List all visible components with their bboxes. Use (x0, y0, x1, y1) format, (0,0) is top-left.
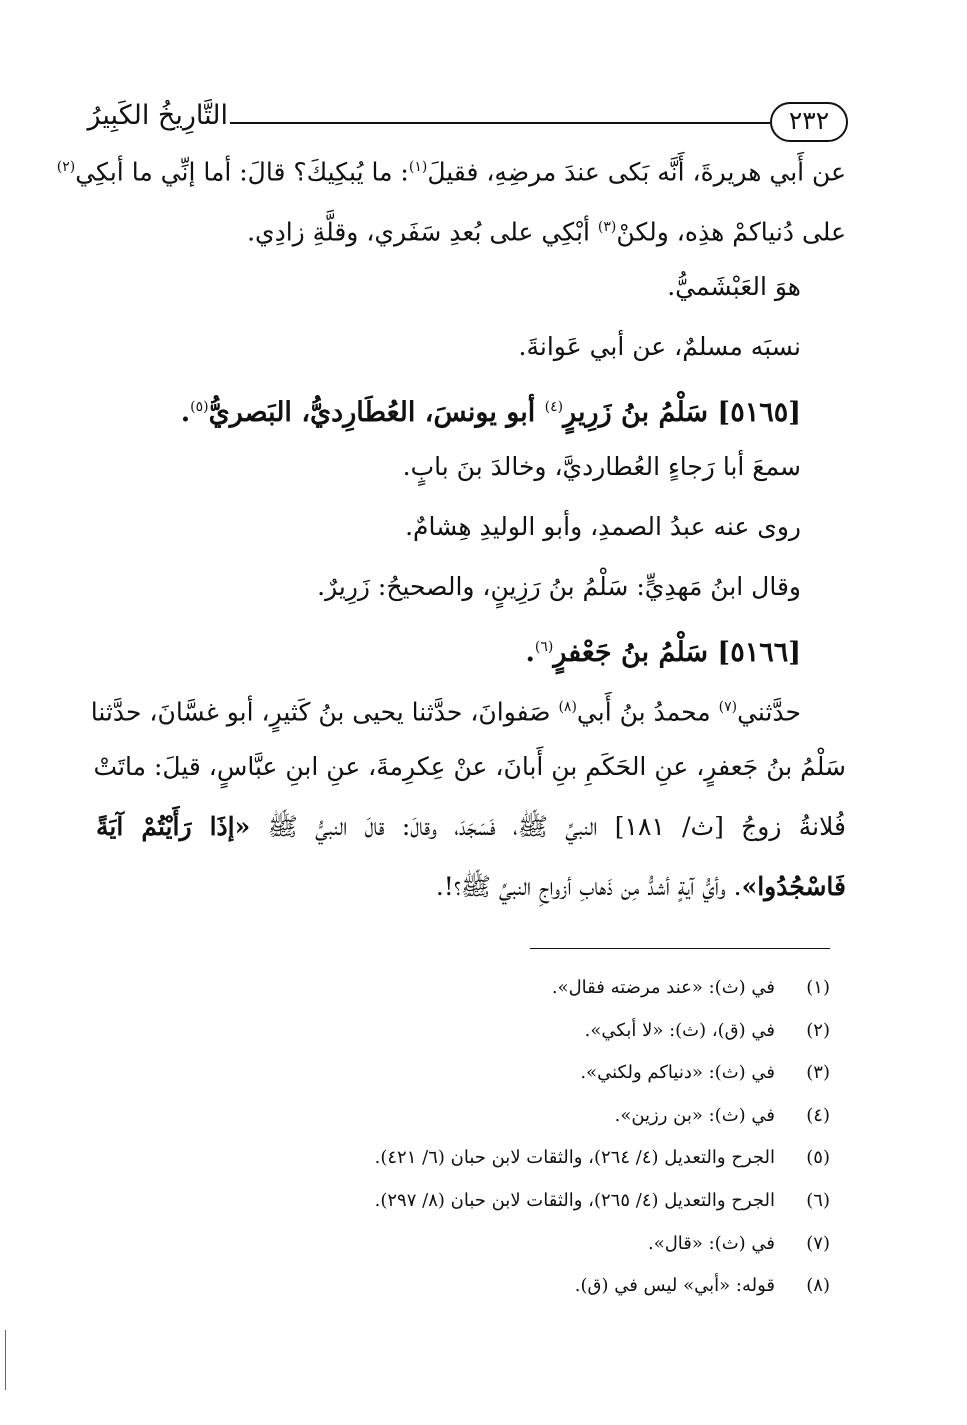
footnote-text: في (ق)، (ث): «لا أبكي». (584, 1019, 775, 1041)
entry-description: أبو يونسَ، العُطَارِديُّ، البَصريُّ (208, 397, 545, 428)
text-run: صَفوانَ، حدَّثنا يحيى بنُ كَثيرٍ، أبو غسَّانَ، حدَّثنا (90, 697, 559, 727)
entry-name: سَلْمُ بنُ جَعْفرٍ (553, 637, 709, 668)
footnote (200, 1188, 830, 1231)
footnote-separator (530, 948, 830, 949)
footnote-number: (٧) (806, 1232, 830, 1254)
text-run: : ما يُبكِيكَ؟ قالَ: أما إنِّي ما أبكِي (75, 157, 409, 187)
hadith-quote: فَاسْجُدُوا» (741, 872, 846, 901)
footnote (200, 975, 830, 1018)
book-title: التَّارِيخُ الكَبِيرُ (87, 100, 228, 131)
footnote-text: في (ث): «بن رزين». (614, 1104, 775, 1126)
hadith-quote: «إذَا رَأَيْتُمْ آيَةً (96, 812, 251, 841)
text-line (96, 810, 846, 870)
footnote (200, 1018, 830, 1061)
footnote-number: (٤) (806, 1104, 830, 1126)
footnote-ref: (٣) (597, 219, 617, 235)
text-run: حدَّثني (737, 697, 801, 727)
text-line (56, 150, 846, 210)
footnote-number: (٥) (806, 1147, 830, 1169)
footnote-text: في (ث): «دنياكم ولكني». (580, 1062, 775, 1084)
entry-name: سَلْمُ بنُ زَرِيرٍ (563, 397, 709, 428)
text-run: . (525, 637, 535, 668)
entry-number: [٥١٦٦] (717, 637, 801, 668)
text-line (96, 870, 846, 930)
footnote (200, 1273, 830, 1316)
text-line: هوَ العَبْشَميُّ. (667, 272, 801, 301)
text-line: سَلْمُ بنُ جَعفرٍ، عنِ الحَكَمِ بنِ أَبانَ، عنْ عِكرِمةَ، عنِ ابنِ عبَّاسٍ، قيلَ: ماتَتْ (93, 752, 846, 781)
text-line (90, 690, 846, 750)
footnote-number: (١) (806, 977, 830, 998)
text-run: على دُنياكمْ هذِه، ولكنْ (616, 217, 846, 247)
footnote (200, 1103, 830, 1146)
footnotes (200, 975, 830, 1316)
text-run: عن أَبي هريرةَ، أَنَّه بَكى عندَ مرضِهِ، فقيلَ (427, 157, 846, 187)
footnote-number: (٣) (806, 1062, 830, 1084)
footnote-ref: (٦) (534, 639, 554, 655)
text-run: . (180, 397, 191, 428)
text-line: وقال ابنُ مَهدِيٍّ: سَلْمُ بنُ رَزِينٍ، والصحيحُ: زَرِيرٌ. (317, 572, 801, 601)
text-line: سمعَ أبا رَجاءٍ العُطارديَّ، وخالدَ بنَ بابٍ. (402, 452, 801, 481)
footnote-number: (٨) (806, 1275, 830, 1297)
text-run: أبْكِي على بُعدِ سَفَري، وقلَّةِ زادِي. (247, 217, 598, 247)
footnote-text: في (ث): «قال». (647, 1232, 775, 1254)
text-line: روى عنه عبدُ الصمدِ، وأبو الوليدِ هِشامٌ. (405, 512, 801, 541)
text-run: . وأيُّ آيةٍ أشدُّ مِن ذَهابِ أزواجِ النبيِّ ﷺ؟!. (435, 872, 742, 901)
scan-margin-mark (5, 1330, 6, 1390)
footnote-ref: (٧) (718, 699, 738, 715)
footnote-ref: (٨) (558, 699, 577, 715)
footnote-ref: (٤) (544, 399, 564, 415)
entry-number: [٥١٦٥] (717, 397, 801, 428)
page-number: ٢٣٢ (770, 102, 848, 142)
footnote-text: الجرح والتعديل (٤/ ٢٦٥)، والثقات لابن حبان (٨/ ٢٩٧). (374, 1189, 775, 1211)
footnote-text: في (ث): «عند مرضته فقال». (551, 977, 775, 998)
footnote-number: (٢) (806, 1019, 830, 1041)
entry-heading (96, 630, 846, 690)
footnote-ref: (١) (408, 159, 428, 175)
footnote (200, 1231, 830, 1274)
footnote-number: (٦) (806, 1189, 830, 1211)
header-rule (230, 122, 770, 124)
footnote-ref: (٥) (190, 399, 209, 415)
footnote-text: قوله: «أبي» ليس في (ق). (574, 1275, 775, 1297)
footnote-ref: (٢) (56, 159, 76, 175)
footnote (200, 1060, 830, 1103)
footnote (200, 1145, 830, 1188)
text-run: محمدُ بنُ أَبي (576, 697, 719, 727)
text-line: نسبَه مسلمٌ، عن أبي عَوانةَ. (518, 332, 801, 361)
main-text (56, 150, 846, 930)
text-run: فُلانةُ زوجُ [ث/ ١٨١] النبيِّ ﷺ، فَسَجَدَ، وقالَ: قالَ النبيُّ ﷺ (250, 812, 846, 841)
text-line (96, 210, 846, 270)
footnote-text: الجرح والتعديل (٤/ ٢٦٤)، والثقات لابن حبان (٦/ ٤٢١). (374, 1147, 775, 1169)
entry-heading (96, 390, 846, 450)
